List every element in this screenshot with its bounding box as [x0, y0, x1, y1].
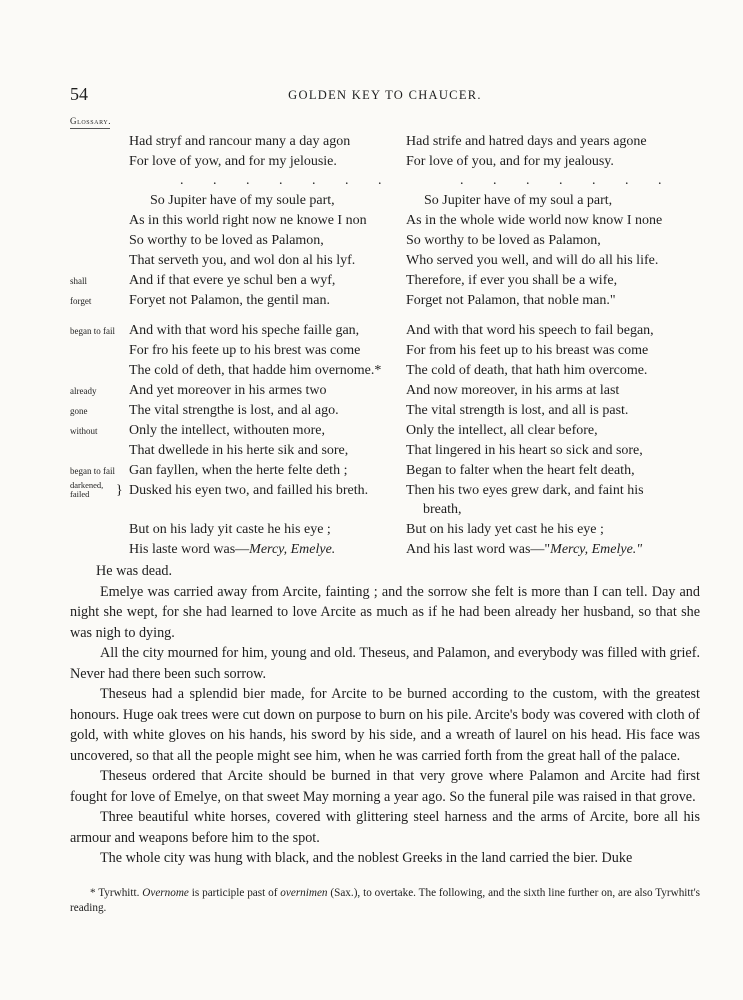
verse-modern: Had strife and hatred days and years agone: [406, 134, 647, 149]
gloss-note: gone: [70, 406, 88, 416]
paragraph: Emelye was carried away from Arcite, fainting ; and the sorrow she felt is more than I can tell. Day and night she wept, for she had learned to love Arcite as much as if he had been already her husband, so that she was nigh to dying.: [70, 583, 700, 641]
verse-line: [0, 499, 743, 521]
paragraph: Theseus ordered that Arcite should be burned in that very grove where Palamon and Arcite had first fought for love of Emelye, on that sweet May morning a year ago. So the funeral pile was raised in that grove.: [70, 768, 700, 805]
page-number: 54: [70, 84, 88, 104]
verse-line: [0, 519, 743, 541]
verse-middle-english: But on his lady yit caste he his eye ;: [129, 522, 331, 537]
verse-line: [0, 190, 743, 212]
verse-modern: And with that word his speech to fail began,: [406, 323, 654, 338]
verse-modern: For from his feet up to his breast was come: [406, 343, 649, 358]
verse-modern: And now moreover, in his arms at last: [406, 383, 620, 398]
verse-middle-english: For love of yow, and for my jelousie.: [129, 154, 337, 169]
verse-middle-english: Had stryf and rancour many a day agon: [129, 134, 351, 149]
verse-modern: That lingered in his heart so sick and sore,: [406, 443, 643, 458]
footnote: * Tyrwhitt. Overnome is participle past of overnimen (Sax.), to overtake. The following, and the sixth line further on, are also Tyrwhitt's reading.: [70, 887, 700, 914]
gloss-note: forget: [70, 296, 92, 306]
verse-modern: breath,: [423, 502, 462, 517]
paragraph: Theseus had a splendid bier made, for Arcite to be burned according to the custom, with the greatest honours. Huge oak trees were cut down on purpose to burn on his pile. Arcite's body was covered with cloth of gold, with white gloves on his hands, his sword by his side, and a wreath of laurel on his head. His face was uncovered, so that all the people might see him, when he was carried forth from the great hall of the palace.: [70, 686, 700, 764]
verse-modern: Therefore, if ever you shall be a wife,: [406, 273, 618, 288]
verse-line: [0, 360, 743, 382]
verse-modern: Then his two eyes grew dark, and faint his: [406, 483, 644, 498]
verse-modern: So Jupiter have of my soul a part,: [424, 193, 613, 208]
gloss-brace: }: [116, 483, 123, 498]
verse-modern: Forget not Palamon, that noble man.": [406, 293, 616, 308]
verse-line: [0, 400, 743, 422]
verse-line: [0, 250, 743, 272]
verse-middle-english: And with that word his speche faille gan,: [129, 323, 360, 338]
verse-line: [0, 230, 743, 252]
page-header: [70, 84, 700, 108]
verse-modern: Only the intellect, all clear before,: [406, 423, 598, 438]
verse-middle-english: So Jupiter have of my soule part,: [150, 193, 335, 208]
verse-line: [0, 131, 743, 153]
gloss-note: began to fail: [70, 326, 115, 336]
verse-line: [0, 420, 743, 442]
verse-line: [0, 210, 743, 232]
verse-middle-english: Foryet not Palamon, the gentil man.: [129, 293, 331, 308]
paragraph: Three beautiful white horses, covered with glittering steel harness and the arms of Arcite, bore all his armour and weapons before him to the spot.: [70, 809, 700, 846]
verse-modern: And his last word was—"Mercy, Emelye.": [406, 542, 643, 557]
verse-line: [0, 539, 743, 561]
verse-middle-english: Only the intellect, withouten more,: [129, 423, 325, 438]
verse-middle-english: The vital strengthe is lost, and al ago.: [129, 403, 339, 418]
glossary-label: Glossary.: [70, 116, 112, 126]
verse-middle-english: That dwellede in his herte sik and sore,: [129, 443, 349, 458]
verse-modern: Began to falter when the heart felt death,: [406, 463, 635, 478]
paragraph: The whole city was hung with black, and the noblest Greeks in the land carried the bier. Duke: [100, 850, 633, 866]
verse-line: [0, 440, 743, 462]
gloss-note: already: [70, 386, 97, 396]
verse-line: [0, 270, 743, 292]
verse-line: [0, 460, 743, 482]
paragraph: He was dead.: [96, 563, 173, 579]
verse-middle-english: That serveth you, and wol don al his lyf.: [129, 253, 356, 268]
verse-modern: As in the whole wide world now know I none: [406, 213, 663, 228]
verse-line: [0, 380, 743, 402]
verse-modern: But on his lady yet cast he his eye ;: [406, 522, 604, 537]
verse-middle-english: Dusked his eyen two, and failled his breth.: [129, 483, 369, 498]
verse-middle-english: For fro his feete up to his brest was come: [129, 343, 361, 358]
verse-modern: So worthy to be loved as Palamon,: [406, 233, 601, 248]
verse-middle-english: His laste word was—Mercy, Emelye.: [129, 542, 336, 557]
verse-modern: Who served you well, and will do all his life.: [406, 253, 659, 268]
verse-line: [0, 340, 743, 362]
verse-modern: The cold of death, that hath him overcome.: [406, 363, 648, 378]
verse-modern: For love of you, and for my jealousy.: [406, 154, 614, 169]
verse-middle-english: So worthy to be loved as Palamon,: [129, 233, 324, 248]
verse-line: [0, 320, 743, 342]
verse-line: [0, 290, 743, 312]
prose-body: [70, 561, 700, 869]
verse-middle-english: And if that evere ye schul ben a wyf,: [129, 273, 336, 288]
gloss-note: without: [70, 426, 98, 436]
verse-modern: The vital strength is lost, and all is past.: [406, 403, 629, 418]
gloss-note: shall: [70, 276, 87, 286]
verse-middle-english: The cold of deth, that hadde him overnome.*: [129, 363, 382, 378]
ellipsis-dots: . . . . . . .: [460, 173, 675, 188]
gloss-note: began to fail: [70, 466, 115, 476]
gloss-note: darkened, failed: [70, 480, 104, 499]
paragraph: All the city mourned for him, young and old. Theseus, and Palamon, and everybody was filled with grief. Never had there been such sorrow.: [70, 645, 700, 682]
ellipsis-row: [0, 170, 743, 192]
verse-middle-english: Gan fayllen, when the herte felte deth ;: [129, 463, 348, 478]
verse-middle-english: As in this world right now ne knowe I non: [129, 213, 367, 228]
glossary-rule: [70, 128, 110, 129]
verse-middle-english: And yet moreover in his armes two: [129, 383, 327, 398]
ellipsis-dots: . . . . . . .: [180, 173, 395, 188]
running-title: GOLDEN KEY TO CHAUCER.: [288, 88, 482, 102]
